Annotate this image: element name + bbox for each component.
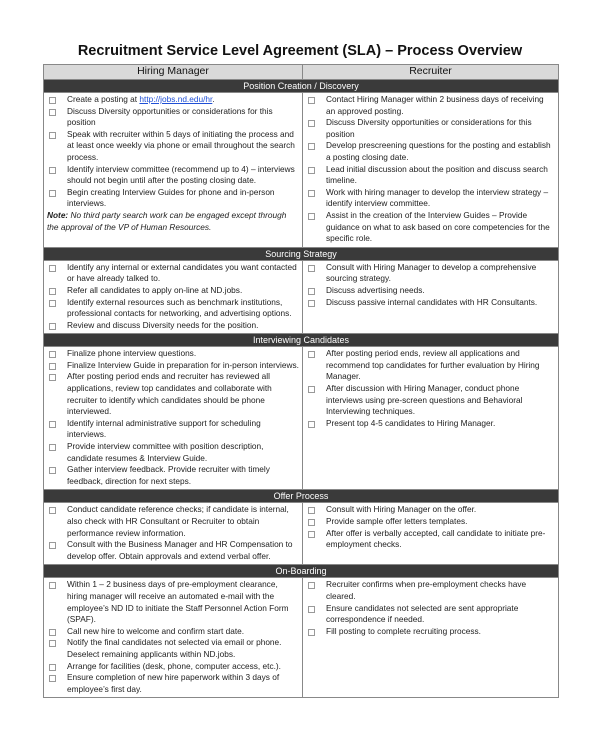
checkbox-icon[interactable] [49, 542, 56, 549]
checklist [47, 94, 299, 210]
item-text: Discuss passive internal candidates with HR Consultants. [326, 296, 538, 307]
checkbox-icon[interactable] [49, 190, 56, 197]
checkbox-icon[interactable] [49, 640, 56, 647]
checklist-item [306, 528, 555, 551]
checkbox-icon[interactable] [308, 300, 315, 307]
item-text: Refer all candidates to apply on-line at ND.jobs. [67, 284, 243, 295]
checkbox-icon[interactable] [49, 374, 56, 381]
checkbox-icon[interactable] [49, 664, 56, 671]
item-text: Fill posting to complete recruiting process. [326, 625, 481, 636]
checklist-item [47, 297, 299, 320]
item-text: Create a posting at [67, 94, 140, 104]
checklist-item [47, 504, 299, 539]
item-text: Lead initial discussion about the position and discuss search timeline. [326, 163, 548, 186]
checklist-item [306, 418, 555, 430]
section-content-row [44, 578, 559, 698]
section-header-sourcing-strategy: Sourcing Strategy [44, 247, 559, 260]
checkbox-icon[interactable] [49, 109, 56, 116]
item-text: Begin creating Interview Guides for phone and in-person interviews. [67, 186, 275, 209]
checklist [47, 262, 299, 332]
checklist [306, 504, 555, 550]
checklist-item [306, 516, 555, 528]
checkbox-icon[interactable] [308, 507, 315, 514]
checklist-item [47, 371, 299, 417]
item-text: Review and discuss Diversity needs for the position. [67, 319, 259, 330]
item-text: Discuss Diversity opportunities or considerations for this position [67, 105, 273, 128]
item-text: Consult with Hiring Manager on the offer. [326, 504, 477, 515]
item-text: Identify interview committee (recommend up to 4) – interviews should not begin until after the posting closing date. [67, 163, 295, 186]
checkbox-icon[interactable] [308, 97, 315, 104]
checklist-item [47, 626, 299, 638]
checkbox-icon[interactable] [49, 300, 56, 307]
checkbox-icon[interactable] [308, 167, 315, 174]
checklist-item [306, 285, 555, 297]
item-text: Present top 4-5 candidates to Hiring Manager. [326, 417, 496, 428]
column-header-hiring-manager: Hiring Manager [44, 65, 303, 80]
section-row [44, 565, 559, 578]
checkbox-icon[interactable] [308, 265, 315, 272]
checklist-item [47, 129, 299, 164]
hiring-manager-cell [44, 578, 303, 698]
checklist [47, 579, 299, 695]
checkbox-icon[interactable] [49, 582, 56, 589]
checkbox-icon[interactable] [308, 288, 315, 295]
checkbox-icon[interactable] [308, 582, 315, 589]
recruiter-cell [303, 347, 559, 490]
item-text: Work with hiring manager to develop the interview strategy – identify interview committee. [326, 186, 549, 209]
checklist [306, 579, 555, 637]
checklist-item [47, 539, 299, 562]
checklist [47, 348, 299, 487]
section-content-row [44, 503, 559, 565]
checklist [306, 262, 555, 308]
item-text: Provide interview committee with position description, candidate resumes & Interview Guide. [67, 441, 264, 463]
checkbox-icon[interactable] [49, 629, 56, 636]
section-content-row [44, 93, 559, 248]
note-label: Note: [47, 209, 69, 220]
checklist-item [47, 285, 299, 297]
checklist [306, 348, 555, 429]
section-header-interviewing-candidates: Interviewing Candidates [44, 334, 559, 347]
section-content-row [44, 260, 559, 334]
checklist-item [47, 164, 299, 187]
item-text: Discuss advertising needs. [326, 284, 425, 295]
checkbox-icon[interactable] [49, 675, 56, 682]
item-text: Call new hire to welcome and confirm start date. [67, 625, 245, 636]
checkbox-icon[interactable] [49, 421, 56, 428]
table-body [44, 80, 559, 698]
section-header-on-boarding: On-Boarding [44, 565, 559, 578]
checklist-item [47, 348, 299, 360]
item-text: Assist in the creation of the Interview Guides – Provide guidance on what to ask based on core competencies for the specific role. [326, 209, 550, 244]
item-text: After posting period ends and recruiter has reviewed all applications, review top candidates and collaborate with recruiter to identify which candidates should be phone interviewed. [67, 371, 272, 417]
checkbox-icon[interactable] [49, 323, 56, 330]
recruiter-cell [303, 503, 559, 565]
checklist-item [306, 579, 555, 602]
item-text: Conduct candidate reference checks; if candidate is internal, also check with HR Consultant or Recruiter to obtain performance review information. [67, 504, 289, 538]
item-text: Identify any internal or external candidates you want contacted or have already talked to. [67, 261, 297, 284]
checkbox-icon[interactable] [49, 507, 56, 514]
checkbox-icon[interactable] [49, 167, 56, 174]
hiring-manager-cell [44, 347, 303, 490]
item-text: Gather interview feedback. Provide recruiter with timely feedback, direction for next steps. [67, 464, 270, 486]
item-text: Recruiter confirms when pre-employment checks have cleared. [326, 579, 527, 601]
checklist-item [306, 626, 555, 638]
section-row [44, 490, 559, 503]
checklist [306, 94, 555, 245]
checkbox-icon[interactable] [49, 467, 56, 474]
hiring-manager-cell [44, 260, 303, 334]
recruiter-cell [303, 578, 559, 698]
checklist-item [47, 441, 299, 464]
checklist-item [47, 94, 299, 106]
checkbox-icon[interactable] [308, 213, 315, 220]
checklist-item [306, 297, 555, 309]
checkbox-icon[interactable] [49, 265, 56, 272]
checklist-item [47, 360, 299, 372]
section-header-position-creation-discovery: Position Creation / Discovery [44, 80, 559, 93]
checkbox-icon[interactable] [308, 629, 315, 636]
item-text: Within 1 – 2 business days of pre-employment clearance, hiring manager will receive an automated e-mail with the employee’s ND ID to initiate the Staff Personnel Action Form (SPAF). [67, 579, 289, 625]
checklist-item [47, 187, 299, 210]
checklist-item [306, 348, 555, 383]
item-text: After offer is verbally accepted, call candidate to initiate pre-employment checks. [326, 527, 546, 550]
checkbox-icon[interactable] [308, 606, 315, 613]
checkbox-icon[interactable] [49, 288, 56, 295]
checklist-item [306, 94, 555, 117]
checklist-item [47, 464, 299, 487]
item-text: Finalize Interview Guide in preparation for in-person interviews. [67, 359, 299, 370]
checkbox-icon[interactable] [308, 531, 315, 538]
recruiter-cell [303, 260, 559, 334]
item-text: Consult with Hiring Manager to develop a comprehensive sourcing strategy. [326, 261, 537, 284]
note [47, 210, 299, 233]
checkbox-icon[interactable] [49, 444, 56, 451]
checklist-item [47, 418, 299, 441]
checklist-item [306, 262, 555, 285]
item-text: Develop prescreening questions for the posting and establish a posting closing date. [326, 140, 551, 162]
section-row [44, 334, 559, 347]
item-text: Identify internal administrative support for scheduling interviews. [67, 417, 261, 440]
section-header-offer-process: Offer Process [44, 490, 559, 503]
checklist-item [47, 579, 299, 625]
checklist [47, 504, 299, 562]
checkbox-icon[interactable] [308, 421, 315, 428]
checklist-item [47, 320, 299, 332]
checklist-item [306, 140, 555, 163]
checklist-item [47, 661, 299, 673]
recruiter-cell [303, 93, 559, 248]
item-text: Discuss Diversity opportunities or considerations for this position [326, 117, 532, 139]
checklist-item [47, 672, 299, 695]
item-text: Contact Hiring Manager within 2 business days of receiving an approved posting. [326, 94, 544, 116]
checklist-item [306, 210, 555, 245]
column-header-recruiter: Recruiter [303, 65, 559, 80]
checkbox-icon[interactable] [49, 132, 56, 139]
item-text-suffix: . [212, 94, 215, 104]
section-row [44, 80, 559, 93]
item-text: Provide sample offer letters templates. [326, 516, 468, 526]
section-row [44, 247, 559, 260]
checkbox-icon[interactable] [308, 190, 315, 197]
item-text: After discussion with Hiring Manager, conduct phone interviews using pre-screen questions and Behavioral Interviewing techniques. [326, 383, 523, 417]
checklist-item [47, 262, 299, 285]
page-title: Recruitment Service Level Agreement (SLA) – Process Overview [77, 43, 523, 59]
checkbox-icon[interactable] [308, 143, 315, 150]
item-text: Finalize phone interview questions. [67, 348, 197, 359]
item-text: Notify the final candidates not selected via email or phone. Deselect remaining applicants within ND.jobs. [67, 637, 282, 659]
hiring-manager-cell [44, 503, 303, 565]
jobs-link[interactable]: http://jobs.nd.edu/hr [139, 94, 213, 104]
checkbox-icon[interactable] [308, 519, 315, 526]
checklist-item [47, 106, 299, 129]
hiring-manager-cell [44, 93, 303, 248]
checkbox-icon[interactable] [49, 97, 56, 104]
checklist-item [47, 637, 299, 660]
note-text: No third party search work can be engaged except through the approval of the VP of Human Resources. [47, 209, 287, 232]
checkbox-icon[interactable] [308, 351, 315, 358]
item-text: After posting period ends, review all applications and recommend top candidates for further evaluation by Hiring Manager. [326, 348, 540, 382]
checkbox-icon[interactable] [308, 120, 315, 127]
checklist-item [306, 504, 555, 516]
item-text: Identify external resources such as benchmark institutions, professional contacts for networking, and advertising options. [67, 296, 292, 319]
item-text: Speak with recruiter within 5 days of initiating the process and at least once weekly via phone or email throughout the search process. [67, 128, 295, 162]
checklist-item [306, 187, 555, 210]
checkbox-icon[interactable] [308, 386, 315, 393]
item-text: Consult with the Business Manager and HR Compensation to develop offer. Obtain approvals and extend verbal offer. [67, 539, 293, 561]
checklist-item [306, 164, 555, 187]
sla-table [43, 64, 559, 698]
item-text: Ensure completion of new hire paperwork within 3 days of employee’s first day. [67, 672, 280, 694]
section-content-row [44, 347, 559, 490]
item-text: Ensure candidates not selected are sent appropriate correspondence if needed. [326, 602, 519, 625]
checkbox-icon[interactable] [49, 363, 56, 370]
checkbox-icon[interactable] [49, 351, 56, 358]
item-text: Arrange for facilities (desk, phone, computer access, etc.). [67, 660, 281, 671]
checklist-item [306, 383, 555, 418]
checklist-item [306, 603, 555, 626]
checklist-item [306, 117, 555, 140]
